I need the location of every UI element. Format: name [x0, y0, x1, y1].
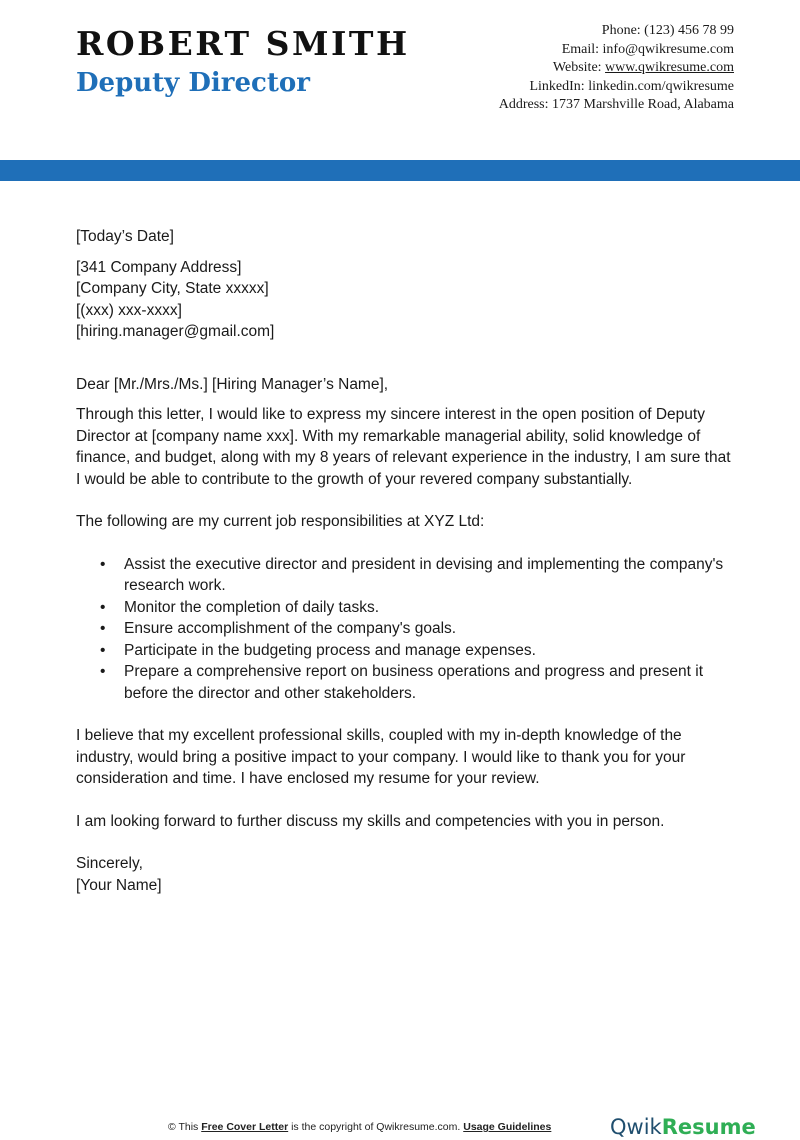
email: Email: info@qwikresume.com	[561, 41, 734, 57]
forward-paragraph: I am looking forward to further discuss my skills and competencies with you in person.	[76, 812, 665, 830]
website-label: Website:	[552, 60, 606, 75]
recipient-line: [Company City, State xxxxx]	[76, 280, 269, 297]
list-item: • Assist the executive director and president in devising and implementing the company's research work.	[100, 555, 724, 594]
accent-band	[0, 160, 800, 181]
qwikresume-logo[interactable]	[610, 1114, 756, 1140]
job-title: Deputy Director	[76, 68, 310, 98]
linkedin: LinkedIn: linkedin.com/qwikresume	[529, 78, 734, 94]
date: [Today’s Date]	[76, 228, 174, 245]
website-link[interactable]: www.qwikresume.com	[605, 60, 734, 75]
signature: [Your Name]	[76, 876, 162, 894]
list-item: • Prepare a comprehensive report on business operations and progress and present it before the director and other stakeholders.	[100, 663, 704, 702]
applicant-name: ROBERT SMITH	[76, 24, 410, 63]
website	[434, 59, 734, 78]
logo-qwik: Qwik	[610, 1115, 662, 1139]
bullet-icon: •	[100, 641, 106, 659]
bullet-icon: •	[100, 598, 106, 616]
responsibilities-list	[76, 554, 736, 705]
list-item: • Ensure accomplishment of the company's goals.	[76, 618, 736, 640]
bullet-icon: •	[100, 620, 106, 637]
free-cover-letter-link[interactable]: Free Cover Letter	[201, 1121, 289, 1133]
closing-paragraph: I believe that my excellent professional skills, coupled with my in-depth knowledge of the industry, would bring a positive impact to your company. I would like to thank you for your consideration and time. I have enclosed my resume for your review.	[76, 727, 686, 787]
salutation: Dear [Mr./Mrs./Ms.] [Hiring Manager’s Name],	[76, 375, 389, 393]
recipient-line: [(xxx) xxx-xxxx]	[76, 301, 182, 319]
usage-guidelines-link[interactable]: Usage Guidelines	[463, 1121, 552, 1133]
recipient-line: [hiring.manager@gmail.com]	[76, 323, 275, 340]
phone: Phone: (123) 456 78 99	[601, 23, 734, 38]
bullet-icon: •	[100, 555, 106, 573]
list-item: • Monitor the completion of daily tasks.	[76, 597, 736, 619]
letter-header	[0, 0, 800, 160]
recipient-line: [341 Company Address]	[76, 258, 242, 276]
letter-body	[76, 226, 736, 896]
recipient-block	[76, 257, 736, 343]
intro-paragraph: Through this letter, I would like to express my sincere interest in the open position of Deputy Director at [company name xxx]. With my remarkable managerial ability, solid knowledge of finance, and budget, along with my 8 years of relevant experience in the industry, I am sure that I would be able to contribute to the growth of your revered company substantially.	[76, 406, 731, 488]
responsibilities-intro: The following are my current job responsibilities at XYZ Ltd:	[76, 513, 485, 530]
list-item: • Participate in the budgeting process and manage expenses.	[76, 640, 736, 662]
logo-resume: Resume	[661, 1115, 756, 1139]
contact-block	[434, 22, 734, 115]
bullet-icon: •	[100, 663, 106, 680]
signoff: Sincerely,	[76, 855, 143, 872]
address: Address: 1737 Marshville Road, Alabama	[498, 97, 734, 112]
copyright-note: © This Free Cover Letter is the copyright of Qwikresume.com. Usage Guidelines	[168, 1121, 552, 1133]
